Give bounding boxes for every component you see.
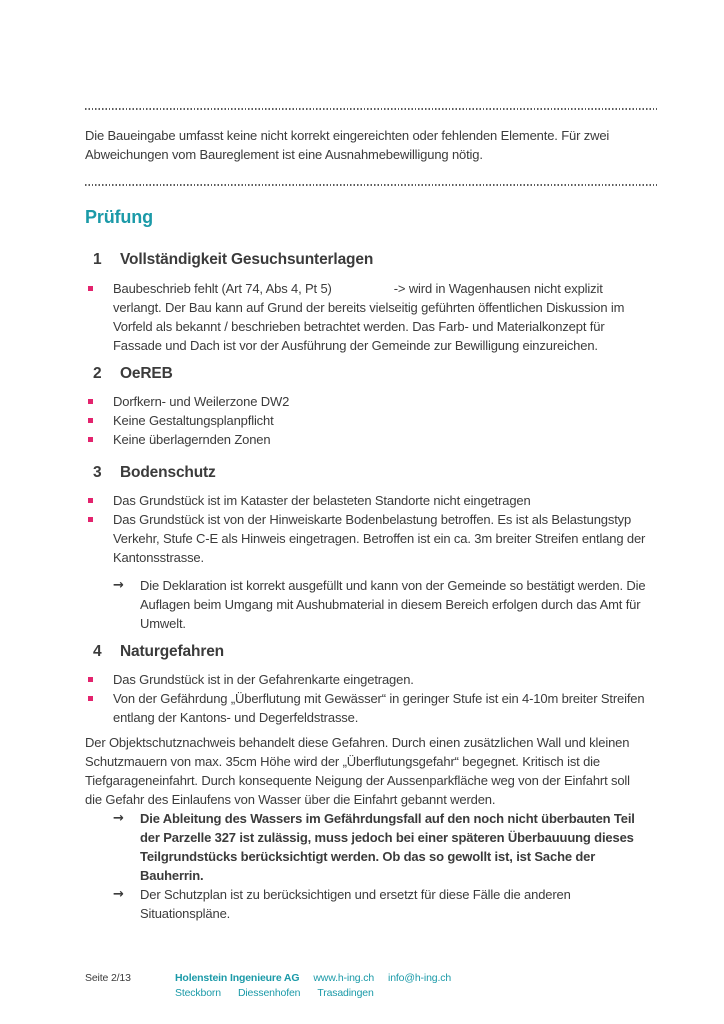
document-content [85,0,647,923]
bullet-text: Keine überlagernden Zonen [113,432,271,447]
bullet-square-icon [88,286,93,291]
website-link[interactable]: www.h-ing.ch [313,972,375,984]
location-label: Trasadingen [317,987,374,999]
section-number: 1 [93,251,102,268]
bullet-square-icon [88,498,93,503]
section-heading-bodenschutz [85,463,647,483]
divider-dotted-top [85,108,657,110]
divider-dotted-middle [85,184,657,186]
bullet-text: Das Grundstück ist von der Hinweiskarte Bodenbelastung betroffen. Es ist als Belastungstyp Verkehr, Stufe C-E als Hinweis eingetragen. Betroffen ist ein ca. 3m breiter Streifen entlang der Kantonsstrasse. [113,512,646,565]
section-title: OeREB [120,365,173,382]
bullet-list-section-4 [85,670,647,727]
company-name: Holenstein Ingenieure AG [175,972,300,984]
email-link[interactable]: info@h-ing.ch [388,972,452,984]
arrow-icon: → [113,578,124,593]
section-title: Naturgefahren [120,643,224,660]
bullet-text-lead: Baubeschrieb fehlt (Art 74, Abs 4, Pt 5) [113,281,332,296]
arrow-note-schutzplan [113,885,647,923]
bullet-text: Das Grundstück ist in der Gefahrenkarte eingetragen. [113,672,414,687]
bullet-list-section-1 [85,279,647,355]
page-title: Prüfung [85,207,153,227]
bullet-text: Dorfkern- und Weilerzone DW2 [113,394,290,409]
section-heading-vollstaendigkeit [85,250,647,270]
objektschutz-paragraph: Der Objektschutznachweis behandelt diese Gefahren. Durch einen zusätzlichen Wall und kleinen Schutzmauern von max. 35cm Höhe wird der „Überflutungsgefahr“ begegnet. Kritisch ist die Tiefgarageneinfahrt. Durch konsequente Neigung der Aussenparkfläche weg von der Einfahrt soll die Gefahr des Einlaufens von Wasser über die Einfahrt gebannt werden. [85,735,630,807]
section-heading-naturgefahren [85,642,647,662]
bullet-square-icon [88,437,93,442]
arrow-note-ableitung [113,809,647,885]
arrow-note-bodenschutz [113,576,647,633]
bullet-text [113,279,647,355]
arrow-icon: → [113,811,124,826]
bullet-square-icon [88,677,93,682]
page-footer [85,971,451,1001]
list-item [85,411,647,430]
section-number: 3 [93,464,102,481]
bullet-text: Das Grundstück ist im Kataster der belasteten Standorte nicht eingetragen [113,493,531,508]
list-item [85,689,647,727]
section-title: Vollständigkeit Gesuchsunterlagen [120,251,374,268]
section-number: 4 [93,643,102,660]
footer-locations-row [175,986,451,1001]
section-title: Bodenschutz [120,464,216,481]
list-item [85,491,647,510]
intro-paragraph: Die Baueingabe umfasst keine nicht korrekt eingereichten oder fehlenden Elemente. Für zwei Abweichungen vom Baureglement ist eine Ausnahmebewilligung nötig. [85,128,610,162]
bullet-text-rest: -> wird in Wagenhausen nicht explizit verlangt. Der Bau kann auf Grund der bereits vielseitig geführten öffentlichen Diskussion im Vorfeld als bekannt / beschrieben betrachtet werden. Das Farb- und Materialkonzept für Fassade und Dach ist vor der Ausführung der Gemeinde zur Bewilligung einzureichen. [113,281,625,353]
list-item [85,392,647,411]
section-number: 2 [93,365,102,382]
bullet-square-icon [88,418,93,423]
footer-contact-block [175,971,451,1001]
location-label: Steckborn [175,987,221,999]
footer-contact-row [175,971,451,986]
arrow-note-text: Der Schutzplan ist zu berücksichtigen und ersetzt für diese Fälle die anderen Situationspläne. [140,887,571,921]
bullet-square-icon [88,517,93,522]
bullet-list-section-2 [85,392,647,449]
arrow-note-text: Die Deklaration ist korrekt ausgefüllt und kann von der Gemeinde so bestätigt werden. Die Auflagen beim Umgang mit Aushubmaterial in diesem Bereich erfolgen durch das Amt für Umwelt. [140,578,646,631]
bullet-text: Keine Gestaltungsplanpflicht [113,413,274,428]
list-item [85,670,647,689]
list-item [85,279,647,355]
bullet-square-icon [88,399,93,404]
bullet-list-section-3 [85,491,647,567]
section-heading-oereb [85,364,647,384]
arrow-icon: → [113,887,124,902]
list-item [85,510,647,567]
bullet-text: Von der Gefährdung „Überflutung mit Gewässer“ in geringer Stufe ist ein 4-10m breiter Streifen entlang der Kantons- und Degerfeldstrasse. [113,691,645,725]
page-number-label: Seite 2/13 [85,972,131,984]
list-item [85,430,647,449]
bullet-square-icon [88,696,93,701]
arrow-note-text: Die Ableitung des Wassers im Gefährdungsfall auf den noch nicht überbauten Teil der Parzelle 327 ist zulässig, muss jedoch bei einer späteren Überbauuung dieses Teilgrundstücks berücksichtigt werden. Ob das so gewollt ist, ist Sache der Bauherrin. [140,811,635,883]
location-label: Diessenhofen [237,987,301,999]
